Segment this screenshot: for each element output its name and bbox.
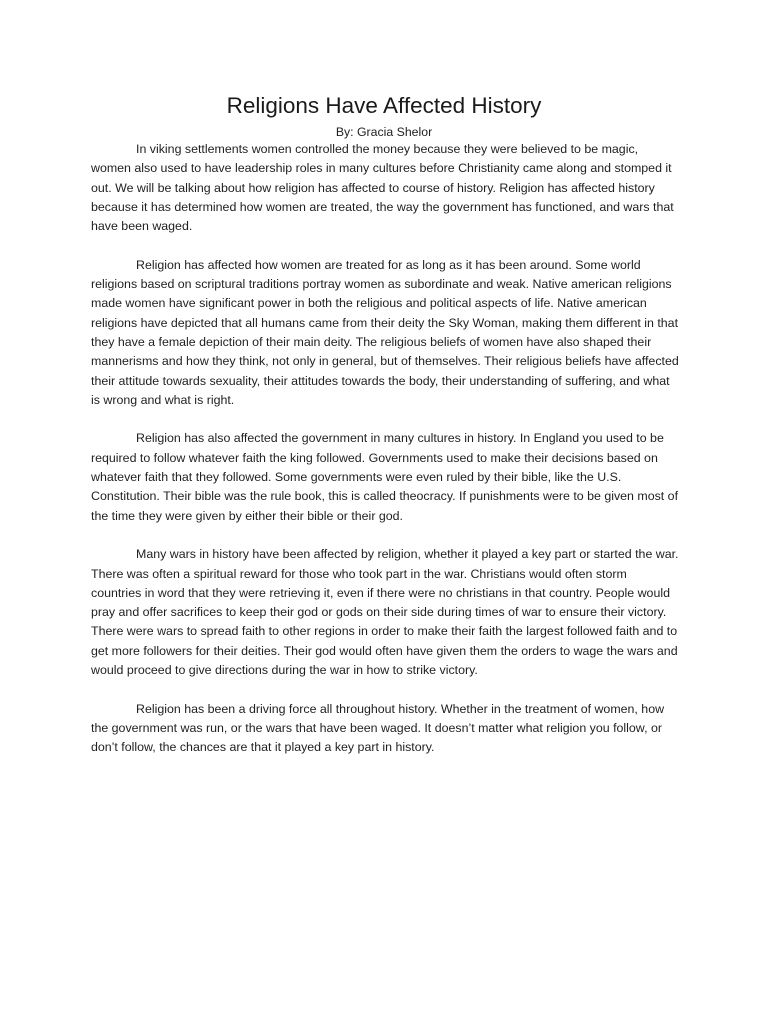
body-paragraph: Religion has been a driving force all throughout history. Whether in the treatment of women, how the government was run, or the wars that have been waged. It doesn’t matter what religion you follow, or don’t follow, the chances are that it played a key part in history.: [91, 701, 665, 755]
body-paragraph: In viking settlements women controlled the money because they were believed to be magic, women also used to have leadership roles in many cultures before Christianity came along and stomped it out. We will be talking about how religion has affected to course of history. Religion has affected history because it has determined how women are treated, the way the government has functioned, and wars that have been waged.: [91, 142, 674, 234]
body-paragraph: Many wars in history have been affected by religion, whether it played a key part or started the war. There was often a spiritual reward for those who took part in the war. Christians would often storm countries in word that they were retrieving it, even if there were no christians in that country. People would pray and offer sacrifices to keep their god or gods on their side during times of war to ensure their victory. There were wars to spread faith to other regions in order to make their faith the largest followed faith and to get more followers for their deities. Their god would often have given them the orders to wage the wars and would proceed to give directions during the war in how to strike victory.: [91, 547, 679, 678]
body-paragraph: Religion has also affected the government in many cultures in history. In England you used to be required to follow whatever faith the king followed. Governments used to make their decisions based on whatever faith that they followed. Some governments were even ruled by their bible, like the U.S. Constitution. Their bible was the rule book, this is called theocracy. If punishments were to be given most of the time they were given by either their bible or their god.: [91, 431, 679, 523]
document-title: Religions Have Affected History: [226, 93, 542, 118]
document-body: [91, 140, 679, 758]
body-paragraph: Religion has affected how women are treated for as long as it has been around. Some world religions based on scriptural traditions portray women as subordinate and weak. Native american religions made women have significant power in both the religious and political aspects of life. Native american religions have depicted that all humans came from their deity the Sky Woman, making them different in that they have a female depiction of their main deity. The religious beliefs of women have also shaped their mannerisms and how they think, not only in general, but of themselves. Their religious beliefs have affected their attitude towards sexuality, their attitudes towards the body, their understanding of suffering, and what is wrong and what is right.: [91, 257, 679, 407]
document-byline: By: Gracia Shelor: [335, 125, 433, 139]
